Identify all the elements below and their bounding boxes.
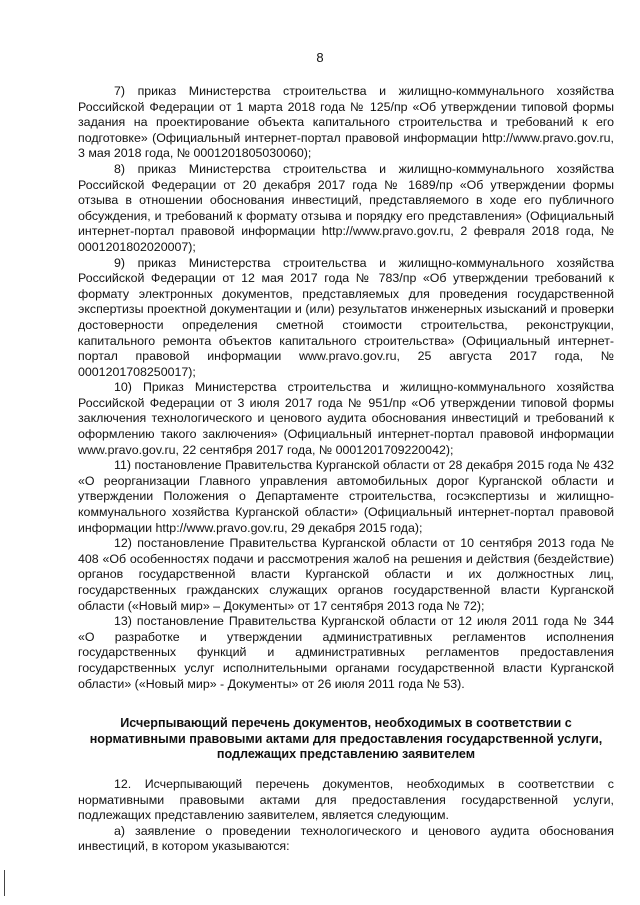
paragraph: 12. Исчерпывающий перечень документов, необходимых в соответствии с нормативными правовыми актами для предоставления государственной услуги, подлежащих представлению заявителем, является следующим. bbox=[78, 776, 614, 823]
list-item: 11) постановление Правительства Курганской области от 28 декабря 2015 года № 432 «О реорганизации Главного управления автомобильных дорог Курганской области и утверждении Положения о Департаменте строительства, госэкспертизы и жилищно-коммунального хозяйства Курганской области» (Официальный интернет-портал правовой информации http://www.pravo.gov.ru, 29 декабря 2015 года); bbox=[78, 458, 614, 535]
list-item: 10) Приказ Министерства строительства и жилищно-коммунального хозяйства Российской Федерации от 3 июля 2017 года № 951/пр «Об утверждении типовой формы заключения технологического и ценового аудита обоснования инвестиций и требований к оформлению такого заключения» (Официальный интернет-портал правовой информации www.pravo.gov.ru, 22 сентября 2017 года, № 0001201709220042); bbox=[78, 380, 614, 457]
list-item: 8) приказ Министерства строительства и жилищно-коммунального хозяйства Российской Федерации от 20 декабря 2017 года № 1689/пр «Об утверждении формы отзыва в отношении обоснования инвестиций, представляемого в ходе его публичного обсуждения, и требований к формату отзыва и порядку его представления» (Официальный интернет-портал правовой информации http://www.pravo.gov.ru, 2 февраля 2018 года, № 0001201802020007); bbox=[78, 161, 614, 254]
page-number: 8 bbox=[316, 50, 324, 65]
list-item: 9) приказ Министерства строительства и жилищно-коммунального хозяйства Российской Федерации от 12 мая 2017 года № 783/пр «Об утверждении требований к формату электронных документов, представляемых для проведения государственной экспертизы проектной документации и (или) результатов инженерных изысканий и проверки достоверности определения сметной стоимости строительства, реконструкции, капитального ремонта объектов капитального строительства» (Официальный интернет-портал правовой информации www.pravo.gov.ru, 25 августа 2017 года, № 0001201708250017); bbox=[78, 255, 614, 379]
paragraph: а) заявление о проведении технологического и ценового аудита обоснования инвестиций, в котором указываются: bbox=[78, 823, 614, 854]
list-item: 12) постановление Правительства Курганской области от 10 сентября 2013 года № 408 «Об особенностях подачи и рассмотрения жалоб на решения и действия (бездействие) органов государственной власти Курганской области и их должностных лиц, государственных гражданских служащих органов государственной власти Курганской области («Новый мир» – Документы» от 17 сентября 2013 года № 72); bbox=[78, 536, 614, 613]
list-item: 7) приказ Министерства строительства и жилищно-коммунального хозяйства Российской Федерации от 1 марта 2018 года № 125/пр «Об утверждении типовой формы задания на проектирование объекта капитального строительства и требований к его подготовке» (Официальный интернет-портал правовой информации http://www.pravo.gov.ru, 3 мая 2018 года, № 0001201805030060); bbox=[78, 84, 614, 161]
document-body bbox=[78, 84, 614, 855]
list-item: 13) постановление Правительства Курганской области от 12 июля 2011 года № 344 «О разработке и утверждении административных регламентов исполнения государственных функций и административных регламентов предоставления государственных услуг исполнительными органами государственной власти Курганской области» («Новый мир» - Документы» от 26 июля 2011 года № 53). bbox=[78, 614, 614, 691]
section-heading: Исчерпывающий перечень документов, необходимых в соответствии с нормативными правовыми актами для предоставления государственной услуги, подлежащих представлению заявителем bbox=[89, 716, 603, 762]
scan-edge-mark bbox=[4, 870, 5, 896]
